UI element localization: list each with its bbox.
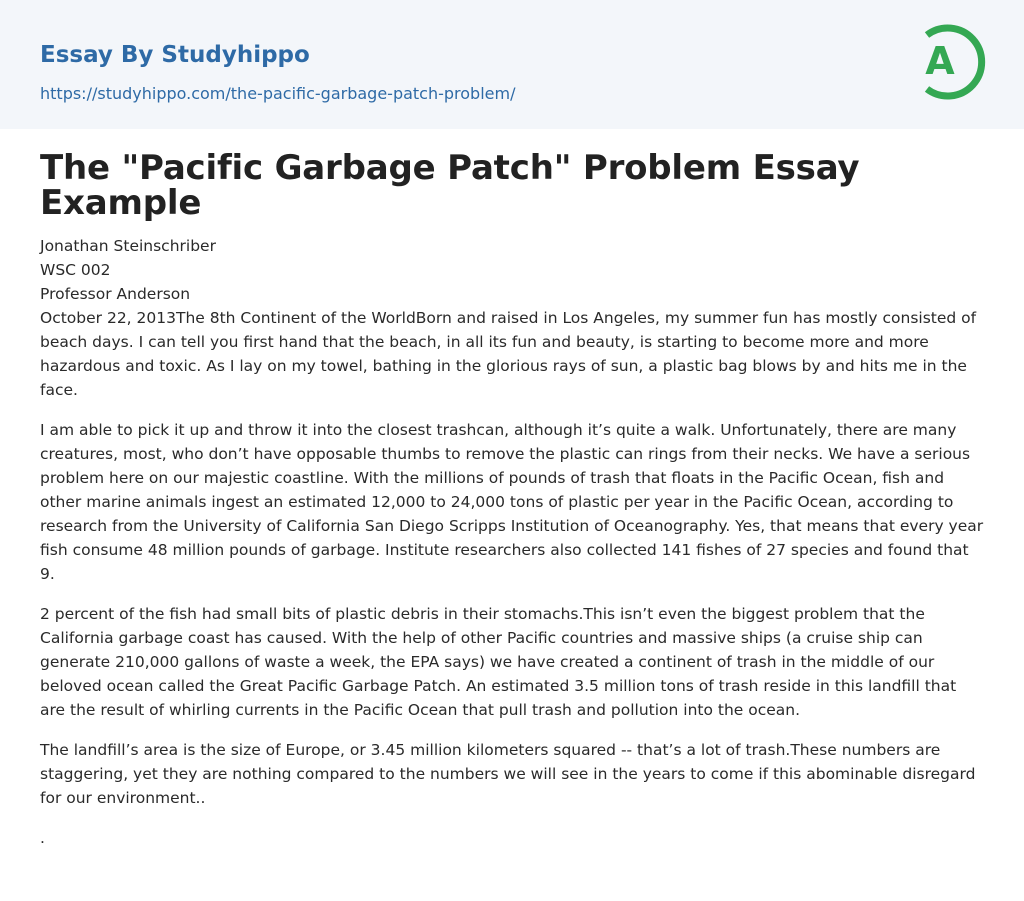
paragraph: 2 percent of the fish had small bits of plastic debris in their stomachs.This isn’t even the biggest problem that the California garbage coast has caused. With the help of other Pacific countries and massive ships (a cruise ship can generate 210,000 gallons of waste a week, the EPA says) we have created a continent of trash in the middle of our beloved ocean called the Great Pacific Garbage Patch. An estimated 3.5 million tons of trash reside in this landfill that are the result of whirling currents in the Pacific Ocean that pull trash and pollution into the ocean. xyxy=(40,605,957,719)
essay-title: The "Pacific Garbage Patch" Problem Essay Example xyxy=(40,148,860,223)
studyhippo-logo-icon[interactable] xyxy=(912,19,986,105)
essay-content xyxy=(0,129,1024,850)
course-code: WSC 002 xyxy=(40,261,111,279)
paragraph: . xyxy=(40,829,45,847)
paragraph: October 22, 2013The 8th Continent of the WorldBorn and raised in Los Angeles, my summer fun has mostly consisted of beach days. I can tell you first hand that the beach, in all its fun and beauty, is starting to become more and more hazardous and toxic. As I lay on my towel, bathing in the glorious rays of sun, a plastic bag blows by and hits me in the face. xyxy=(40,309,977,399)
author-name: Jonathan Steinschriber xyxy=(40,237,216,255)
essay-meta xyxy=(40,234,984,306)
paragraph: The landfill’s area is the size of Europe, or 3.45 million kilometers squared -- that’s a lot of trash.These numbers are staggering, yet they are nothing compared to the numbers we will see in the years to come if this abominable disregard for our environment.. xyxy=(40,741,976,807)
site-header xyxy=(0,0,1024,129)
paragraph: I am able to pick it up and throw it into the closest trashcan, although it’s quite a walk. Unfortunately, there are many creatures, most, who don’t have opposable thumbs to remove the plastic can rings from their necks. We have a serious problem here on our majestic coastline. With the millions of pounds of trash that floats in the Pacific Ocean, fish and other marine animals ingest an estimated 12,000 to 24,000 tons of plastic per year in the Pacific Ocean, according to research from the University of California San Diego Scripps Institution of Oceanography. Yes, that means that every year fish consume 48 million pounds of garbage. Institute researchers also collected 141 fishes of 27 species and found that 9. xyxy=(40,421,984,583)
brand-title[interactable]: Essay By Studyhippo xyxy=(40,42,310,68)
professor-name: Professor Anderson xyxy=(40,285,191,303)
essay-url-link[interactable]: https://studyhippo.com/the-pacific-garbage-patch-problem/ xyxy=(40,84,516,103)
logo-letter: A xyxy=(925,39,955,83)
